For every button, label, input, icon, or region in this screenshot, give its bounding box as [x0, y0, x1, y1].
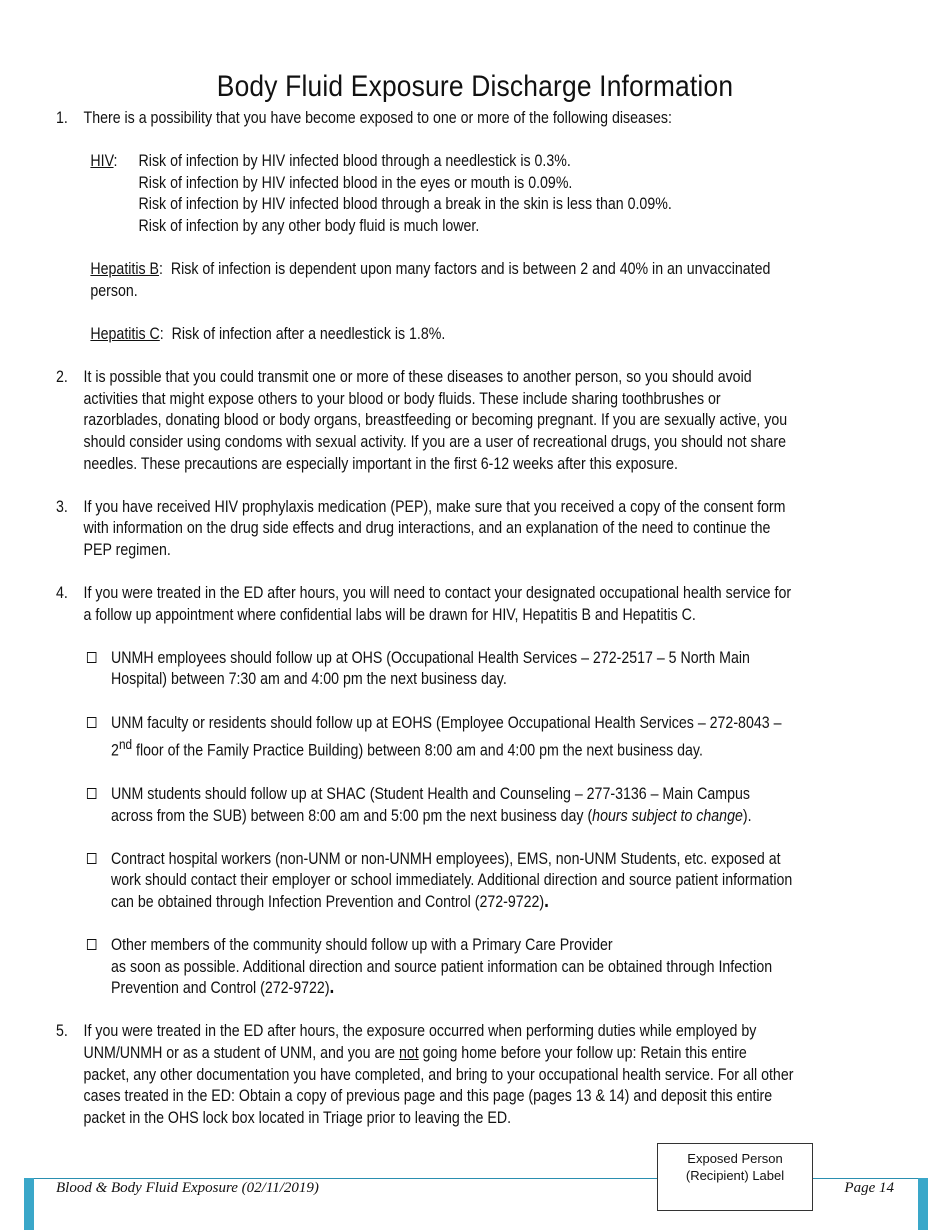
hepatitis-b-section: Hepatitis B: Risk of infection is dependent upon many factors and is between 2 and 40% in an unvaccinated person.	[90, 260, 771, 300]
checkbox[interactable]	[87, 788, 96, 799]
list-item-1	[56, 108, 796, 346]
recipient-label-box	[657, 1143, 813, 1211]
item-5-text: going home before your follow up: Retain this entire packet, any other documentation you have completed, and bring to your occupational health service. For all other cases treated in the ED: Obtain a copy of previous page and this page (pages 13 & 14) and deposit this entire packet in the OHS lock box located in Triage prior to leaving the ED.	[83, 1044, 794, 1127]
item-number: 2.	[56, 368, 68, 387]
checkbox-text: ).	[742, 806, 752, 825]
item-number: 1.	[56, 109, 68, 127]
checkbox-item-unm-faculty	[84, 713, 796, 763]
footer-accent-bar-left	[24, 1178, 34, 1230]
checkbox-text: UNM faculty or residents should follow up at EOHS (Employee Occupational Health Services – 272-8043 – 2	[111, 713, 782, 760]
list-item-2	[56, 367, 796, 475]
label-box-line: (Recipient) Label	[685, 1168, 785, 1183]
not-emphasis: not	[398, 1044, 419, 1063]
checkbox-text: Contract hospital workers (non-UNM or non-UNMH employees), EMS, non-UNM Students, etc. exposed at work should contact their employer or school immediately. Additional direction and source patient information can be obtained through Infection Prevention and Control (272-9722)	[111, 849, 793, 911]
list-item-3	[56, 497, 796, 562]
checkbox-item-unm-students	[84, 784, 796, 827]
list-item-4	[56, 583, 796, 1000]
hepatitis-c-label: Hepatitis C	[90, 324, 160, 343]
item-2-text: It is possible that you could transmit one or more of these diseases to another person, so you should avoid activities that might expose others to your blood or body fluids. These include sharing toothbrushes or razorblades, donating blood or body organs, breastfeeding or becoming pregnant. If you are sexually active, you should consider using condoms with sexual activity. If you are a user of recreational drugs, you should not share needles. These precautions are especially important in the first 6-12 weeks after this exposure.	[83, 368, 788, 473]
hiv-risk-line: Risk of infection by HIV infected blood through a needlestick is 0.3%.	[138, 152, 571, 171]
footer-document-title: Blood & Body Fluid Exposure (02/11/2019)	[56, 1180, 319, 1196]
footer-accent-bar-right	[918, 1178, 928, 1230]
checkbox[interactable]	[87, 717, 96, 728]
hepatitis-b-label: Hepatitis B	[90, 260, 160, 279]
hiv-label: HIV	[90, 152, 114, 171]
period: .	[329, 976, 335, 999]
checkbox-item-contract-workers	[84, 849, 796, 914]
item-1-intro: There is a possibility that you have become exposed to one or more of the following diseases:	[83, 109, 672, 127]
footer-page-number: Page 14	[844, 1180, 894, 1196]
hiv-risk-line: Risk of infection by any other body fluid is much lower.	[138, 216, 480, 235]
page-title: Body Fluid Exposure Discharge Information	[216, 70, 734, 104]
checkbox-text: floor of the Family Practice Building) between 8:00 am and 4:00 pm the next business day.	[132, 741, 703, 760]
checkbox[interactable]	[87, 939, 96, 950]
checkbox-item-community	[84, 935, 796, 1000]
checkbox-text: Other members of the community should follow up with a Primary Care Provider	[111, 936, 613, 955]
period: .	[544, 889, 549, 912]
checkbox-text: UNMH employees should follow up at OHS (Occupational Health Services – 272-2517 – 5 North Main Hospital) between 7:30 am and 4:00 pm the next business day.	[111, 648, 750, 689]
list-item-5	[56, 1021, 796, 1129]
hepatitis-c-text: Risk of infection after a needlestick is 1.8%.	[171, 324, 446, 343]
item-4-text: If you were treated in the ED after hours, you will need to contact your designated occupational health service for a follow up appointment where confidential labs will be drawn for HIV, Hepatitis B and Hepatitis C.	[83, 584, 792, 624]
checkbox[interactable]	[87, 853, 96, 864]
hiv-section: HIV: Risk of infection by HIV infected blood through a needlestick is 0.3%. Risk of infection by HIV infected blood in the eyes or mouth is 0.09%. Risk of infection by HIV infected blood through a break in the skin is less than 0.09%. Risk of infection by any other body fluid is much lower.	[84, 151, 796, 237]
label-box-line: Exposed Person	[687, 1151, 783, 1166]
hepatitis-b-text: Risk of infection is dependent upon many factors and is between 2 and 40% in an unvaccinated person.	[90, 260, 771, 300]
checkbox-item-unmh-employees	[84, 648, 796, 691]
hiv-risk-line: Risk of infection by HIV infected blood in the eyes or mouth is 0.09%.	[138, 173, 573, 192]
checkbox-text: as soon as possible. Additional direction and source patient information can be obtained through Infection Prevention and Control (272-9722)	[111, 957, 773, 998]
checkbox-text: UNM students should follow up at SHAC (Student Health and Counseling – 277-3136 – Main Campus across from the SUB) between 8:00 am and 5:00 pm the next business day (	[111, 784, 750, 825]
item-number: 3.	[56, 497, 68, 516]
hours-note: hours subject to change	[592, 806, 743, 825]
item-3-text: If you have received HIV prophylaxis medication (PEP), make sure that you received a copy of the consent form with information on the drug side effects and drug interactions, and an explanation of the need to continue the PEP regimen.	[83, 497, 786, 559]
hepatitis-c-section: Hepatitis C: Risk of infection after a needlestick is 1.8%.	[90, 324, 446, 343]
document-body	[56, 108, 796, 1129]
hiv-risk-line: Risk of infection by HIV infected blood through a break in the skin is less than 0.09%.	[138, 195, 672, 214]
item-number: 4.	[56, 584, 68, 603]
checkbox[interactable]	[87, 652, 96, 663]
superscript: nd	[118, 737, 133, 753]
item-number: 5.	[56, 1022, 68, 1041]
item-5-text: If you were treated in the ED after hours, the exposure occurred when performing duties while employed by UNM/UNMH or as a student of UNM, and you are	[83, 1022, 757, 1063]
